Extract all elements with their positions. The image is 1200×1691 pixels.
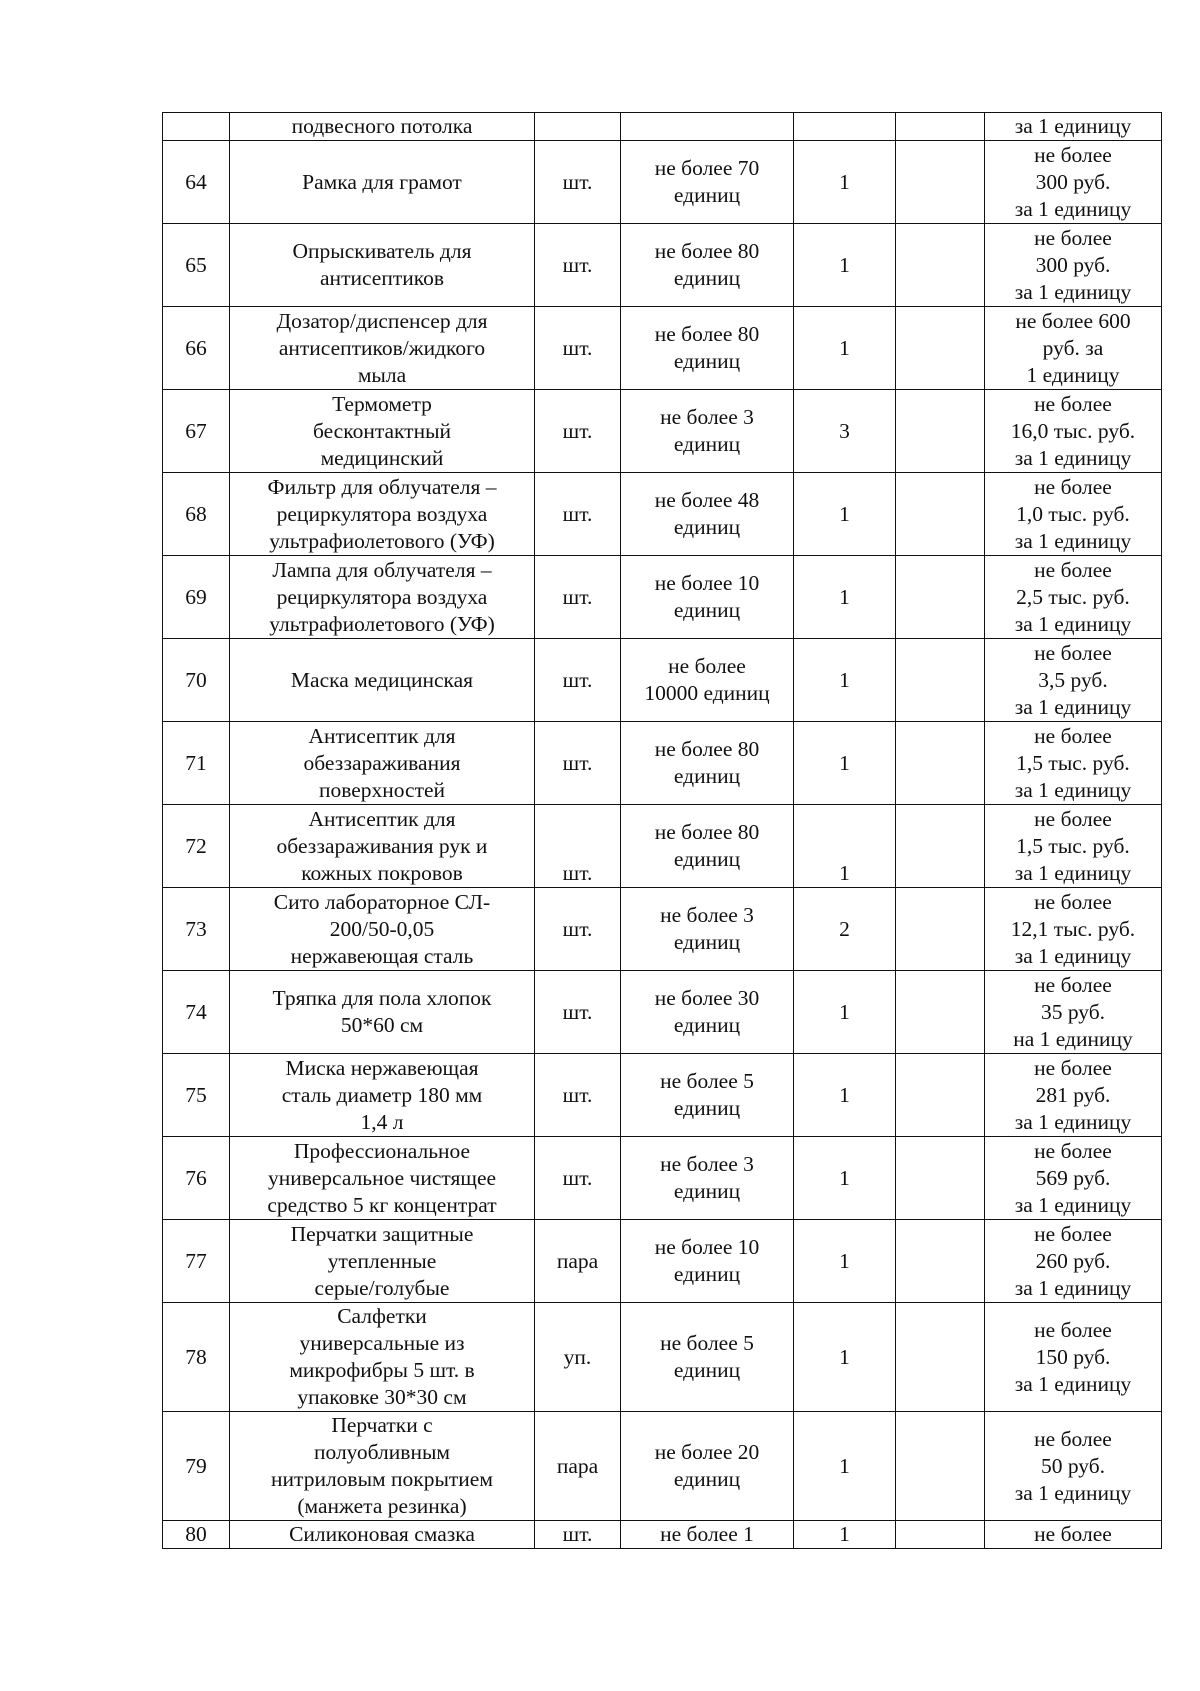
cell-unit: шт. xyxy=(535,1054,621,1137)
cell-qty xyxy=(621,113,794,141)
cell-num: 72 xyxy=(163,805,230,888)
cell-count: 1 xyxy=(794,556,896,639)
cell-unit: шт. xyxy=(535,1521,621,1549)
cell-name: Рамка для грамот xyxy=(230,141,535,224)
cell-price: не более 35 руб. на 1 единицу xyxy=(985,971,1162,1054)
cell-price: не более 1,5 тыс. руб. за 1 единицу xyxy=(985,805,1162,888)
cell-price: не более 569 руб. за 1 единицу xyxy=(985,1137,1162,1220)
cell-count: 1 xyxy=(794,1303,896,1412)
cell-num: 68 xyxy=(163,473,230,556)
table-row xyxy=(163,473,1162,556)
cell-count: 1 xyxy=(794,473,896,556)
cell-price: не более xyxy=(985,1521,1162,1549)
table-row xyxy=(163,390,1162,473)
cell-price: не более 50 руб. за 1 единицу xyxy=(985,1412,1162,1521)
cell-num xyxy=(163,113,230,141)
cell-price: не более 1,5 тыс. руб. за 1 единицу xyxy=(985,722,1162,805)
cell-unit: шт. xyxy=(535,473,621,556)
cell-num: 74 xyxy=(163,971,230,1054)
table-row xyxy=(163,1412,1162,1521)
cell-qty: не более 48 единиц xyxy=(621,473,794,556)
cell-qty: не более 5 единиц xyxy=(621,1303,794,1412)
cell-qty: не более 30 единиц xyxy=(621,971,794,1054)
cell-num: 71 xyxy=(163,722,230,805)
cell-count: 1 xyxy=(794,1412,896,1521)
cell-price: не более 600 руб. за 1 единицу xyxy=(985,307,1162,390)
cell-count: 1 xyxy=(794,1054,896,1137)
cell-num: 78 xyxy=(163,1303,230,1412)
table-row xyxy=(163,1521,1162,1549)
cell-qty: не более 70 единиц xyxy=(621,141,794,224)
cell-name: Антисептик для обеззараживания рук и кожных покровов xyxy=(230,805,535,888)
cell-num: 64 xyxy=(163,141,230,224)
cell-qty: не более 1 xyxy=(621,1521,794,1549)
cell-num: 69 xyxy=(163,556,230,639)
cell-name: Силиконовая смазка xyxy=(230,1521,535,1549)
cell-unit: уп. xyxy=(535,1303,621,1412)
cell-qty: не более 20 единиц xyxy=(621,1412,794,1521)
cell-unit: шт. xyxy=(535,639,621,722)
cell-name: Фильтр для облучателя – рециркулятора воздуха ультрафиолетового (УФ) xyxy=(230,473,535,556)
cell-count: 3 xyxy=(794,390,896,473)
cell-price: не более 300 руб. за 1 единицу xyxy=(985,141,1162,224)
cell-price: не более 16,0 тыс. руб. за 1 единицу xyxy=(985,390,1162,473)
cell-blank xyxy=(896,473,985,556)
cell-unit: пара xyxy=(535,1412,621,1521)
table-row xyxy=(163,1054,1162,1137)
cell-price: не более 150 руб. за 1 единицу xyxy=(985,1303,1162,1412)
table-row xyxy=(163,1303,1162,1412)
table-row xyxy=(163,1220,1162,1303)
cell-num: 77 xyxy=(163,1220,230,1303)
table-row xyxy=(163,805,1162,888)
cell-count: 1 xyxy=(794,141,896,224)
cell-blank xyxy=(896,307,985,390)
cell-count: 1 xyxy=(794,722,896,805)
table-row xyxy=(163,307,1162,390)
cell-qty: не более 80 единиц xyxy=(621,805,794,888)
table-row xyxy=(163,888,1162,971)
cell-num: 73 xyxy=(163,888,230,971)
cell-name: Сито лабораторное СЛ- 200/50-0,05 нержавеющая сталь xyxy=(230,888,535,971)
table-row xyxy=(163,556,1162,639)
cell-name: Опрыскиватель для антисептиков xyxy=(230,224,535,307)
cell-qty: не более 10 единиц xyxy=(621,556,794,639)
cell-name: Тряпка для пола хлопок 50*60 см xyxy=(230,971,535,1054)
cell-qty: не более 3 единиц xyxy=(621,888,794,971)
cell-price: за 1 единицу xyxy=(985,113,1162,141)
table-row-top xyxy=(163,113,1162,141)
cell-count xyxy=(794,113,896,141)
cell-blank xyxy=(896,556,985,639)
cell-unit: шт. xyxy=(535,307,621,390)
cell-name: Термометр бесконтактный медицинский xyxy=(230,390,535,473)
cell-blank xyxy=(896,971,985,1054)
cell-num: 80 xyxy=(163,1521,230,1549)
table-row xyxy=(163,1137,1162,1220)
cell-blank xyxy=(896,888,985,971)
cell-count: 1 xyxy=(794,1220,896,1303)
cell-qty: не более 3 единиц xyxy=(621,1137,794,1220)
cell-qty: не более 80 единиц xyxy=(621,722,794,805)
cell-blank xyxy=(896,1220,985,1303)
cell-unit xyxy=(535,113,621,141)
cell-name: Профессиональное универсальное чистящее средство 5 кг концентрат xyxy=(230,1137,535,1220)
cell-unit: шт. xyxy=(535,805,621,888)
cell-blank xyxy=(896,639,985,722)
cell-blank xyxy=(896,1303,985,1412)
cell-price: не более 300 руб. за 1 единицу xyxy=(985,224,1162,307)
cell-qty: не более 10000 единиц xyxy=(621,639,794,722)
cell-num: 67 xyxy=(163,390,230,473)
cell-count: 1 xyxy=(794,639,896,722)
table-row xyxy=(163,224,1162,307)
cell-unit: шт. xyxy=(535,971,621,1054)
cell-num: 75 xyxy=(163,1054,230,1137)
table-row xyxy=(163,639,1162,722)
cell-num: 65 xyxy=(163,224,230,307)
cell-name: подвесного потолка xyxy=(230,113,535,141)
cell-blank xyxy=(896,1521,985,1549)
cell-count: 2 xyxy=(794,888,896,971)
cell-name: Перчатки с полуобливным нитриловым покрытием (манжета резинка) xyxy=(230,1412,535,1521)
cell-blank xyxy=(896,722,985,805)
cell-price: не более 12,1 тыс. руб. за 1 единицу xyxy=(985,888,1162,971)
cell-blank xyxy=(896,1137,985,1220)
cell-count: 1 xyxy=(794,1137,896,1220)
cell-blank xyxy=(896,224,985,307)
cell-unit: шт. xyxy=(535,888,621,971)
cell-blank xyxy=(896,805,985,888)
cell-blank xyxy=(896,390,985,473)
cell-qty: не более 5 единиц xyxy=(621,1054,794,1137)
cell-unit: шт. xyxy=(535,141,621,224)
cell-price: не более 1,0 тыс. руб. за 1 единицу xyxy=(985,473,1162,556)
cell-blank xyxy=(896,1412,985,1521)
cell-num: 76 xyxy=(163,1137,230,1220)
cell-unit: шт. xyxy=(535,1137,621,1220)
cell-unit: шт. xyxy=(535,390,621,473)
table-row xyxy=(163,141,1162,224)
cell-name: Дозатор/диспенсер для антисептиков/жидкого мыла xyxy=(230,307,535,390)
cell-count: 1 xyxy=(794,971,896,1054)
cell-name: Маска медицинская xyxy=(230,639,535,722)
cell-price: не более 2,5 тыс. руб. за 1 единицу xyxy=(985,556,1162,639)
cell-count: 1 xyxy=(794,805,896,888)
cell-name: Перчатки защитные утепленные серые/голубые xyxy=(230,1220,535,1303)
cell-qty: не более 80 единиц xyxy=(621,307,794,390)
cell-count: 1 xyxy=(794,1521,896,1549)
cell-num: 79 xyxy=(163,1412,230,1521)
cell-qty: не более 80 единиц xyxy=(621,224,794,307)
cell-unit: пара xyxy=(535,1220,621,1303)
cell-qty: не более 3 единиц xyxy=(621,390,794,473)
table-row xyxy=(163,971,1162,1054)
cell-blank xyxy=(896,1054,985,1137)
table-body xyxy=(163,113,1162,1549)
cell-blank xyxy=(896,113,985,141)
cell-num: 66 xyxy=(163,307,230,390)
cell-name: Лампа для облучателя – рециркулятора воздуха ультрафиолетового (УФ) xyxy=(230,556,535,639)
cell-name: Салфетки универсальные из микрофибры 5 шт. в упаковке 30*30 см xyxy=(230,1303,535,1412)
cell-price: не более 3,5 руб. за 1 единицу xyxy=(985,639,1162,722)
cell-blank xyxy=(896,141,985,224)
cell-name: Миска нержавеющая сталь диаметр 180 мм 1,4 л xyxy=(230,1054,535,1137)
cell-count: 1 xyxy=(794,307,896,390)
cell-qty: не более 10 единиц xyxy=(621,1220,794,1303)
items-table xyxy=(162,112,1162,1549)
cell-price: не более 260 руб. за 1 единицу xyxy=(985,1220,1162,1303)
table-row xyxy=(163,722,1162,805)
cell-num: 70 xyxy=(163,639,230,722)
cell-price: не более 281 руб. за 1 единицу xyxy=(985,1054,1162,1137)
cell-unit: шт. xyxy=(535,556,621,639)
cell-count: 1 xyxy=(794,224,896,307)
cell-unit: шт. xyxy=(535,224,621,307)
cell-unit: шт. xyxy=(535,722,621,805)
cell-name: Антисептик для обеззараживания поверхностей xyxy=(230,722,535,805)
